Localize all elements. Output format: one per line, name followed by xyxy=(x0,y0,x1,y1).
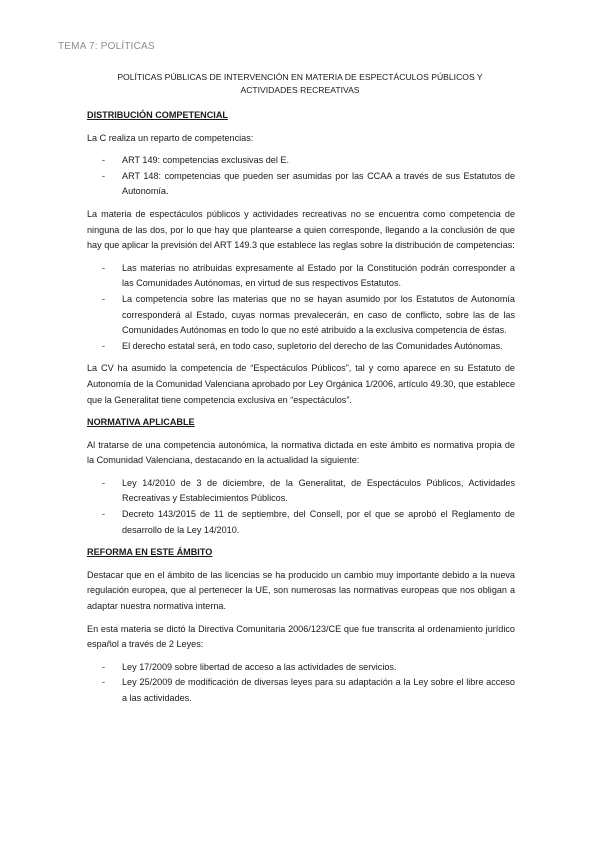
dash-list xyxy=(87,660,515,707)
list-item: - Ley 17/2009 sobre libertad de acceso a las actividades de servicios. xyxy=(102,661,397,672)
dash-list xyxy=(87,153,515,200)
paragraph: Al tratarse de una competencia autonómica, la normativa dictada en este ámbito es normativa propia de la Comunidad Valenciana, destacando en la actualidad la siguiente: xyxy=(87,439,515,466)
list-item: - La competencia sobre las materias que no se hayan asumido por los Estatutos de Autonomía corresponderá al Estado, cuyas normas prevalecerán, en caso de conflicto, sobre las de las Comunidades Autónomas en todo lo que no esté atribuido a la exclusiva competencia de éstas. xyxy=(102,293,515,336)
paragraph: La C realiza un reparto de competencias: xyxy=(87,132,254,143)
document-body xyxy=(87,108,515,714)
document-title: POLÍTICAS PÚBLICAS DE INTERVENCIÓN EN MATERIA DE ESPECTÁCULOS PÚBLICOS Y ACTIVIDADES RECREATIVAS xyxy=(117,72,483,95)
dash-list xyxy=(87,261,515,355)
paragraph: La CV ha asumido la competencia de “Espectáculos Públicos”, tal y como aparece en su Estatuto de Autonomía de la Comunidad Valenciana aprobado por Ley Orgánica 1/2006, artículo 49.30, que establece que la Generalitat tiene competencia exclusiva en “espectáculos”. xyxy=(87,363,515,405)
paragraph: La materia de espectáculos públicos y actividades recreativas no se encuentra como competencia de ninguna de las dos, por lo que hay que plantearse a quien corresponde, llegando a la conclusión de que hay que aplicar la previsión del ART 149.3 que establece las reglas sobre la distribución de competencias: xyxy=(87,208,515,251)
page-header: TEMA 7: POLÍTICAS xyxy=(58,41,155,52)
list-item: - Las materias no atribuidas expresamente al Estado por la Constitución podrán corresponder a las Comunidades Autónomas, en virtud de sus respectivos Estatutos. xyxy=(102,262,515,289)
paragraph: Destacar que en el ámbito de las licencias se ha producido un cambio muy importante debido a la nueva regulación europea, que al pertenecer la UE, son numerosas las normativas europeas que nos obligan a adaptar nuestra normativa interna. xyxy=(87,569,515,612)
section-heading-normativa: NORMATIVA APLICABLE xyxy=(87,417,195,428)
list-item: - ART 149: competencias exclusivas del E. xyxy=(102,155,289,166)
section-heading-distribucion: DISTRIBUCIÓN COMPETENCIAL xyxy=(87,110,228,120)
list-item: - El derecho estatal será, en todo caso, supletorio del derecho de las Comunidades Autónomas. xyxy=(102,340,503,351)
paragraph: En esta materia se dictó la Directiva Comunitaria 2006/123/CE que fue transcrita al ordenamiento jurídico español a través de 2 Leyes: xyxy=(87,623,515,650)
list-item: - Ley 25/2009 de modificación de diversas leyes para su adaptación a la Ley sobre el libre acceso a las actividades. xyxy=(102,677,515,703)
list-item: - Decreto 143/2015 de 11 de septiembre, del Consell, por el que se aprobó el Reglamento de desarrollo de la Ley 14/2010. xyxy=(102,509,515,535)
section-heading-reforma: REFORMA EN ESTE ÁMBITO xyxy=(87,547,213,558)
list-item: - Ley 14/2010 de 3 de diciembre, de la Generalitat, de Espectáculos Públicos, Actividades Recreativas y Establecimientos Públicos. xyxy=(102,477,515,504)
list-item: - ART 148: competencias que pueden ser asumidas por las CCAA a través de sus Estatutos de Autonomía. xyxy=(102,170,515,197)
dash-list xyxy=(87,476,515,538)
